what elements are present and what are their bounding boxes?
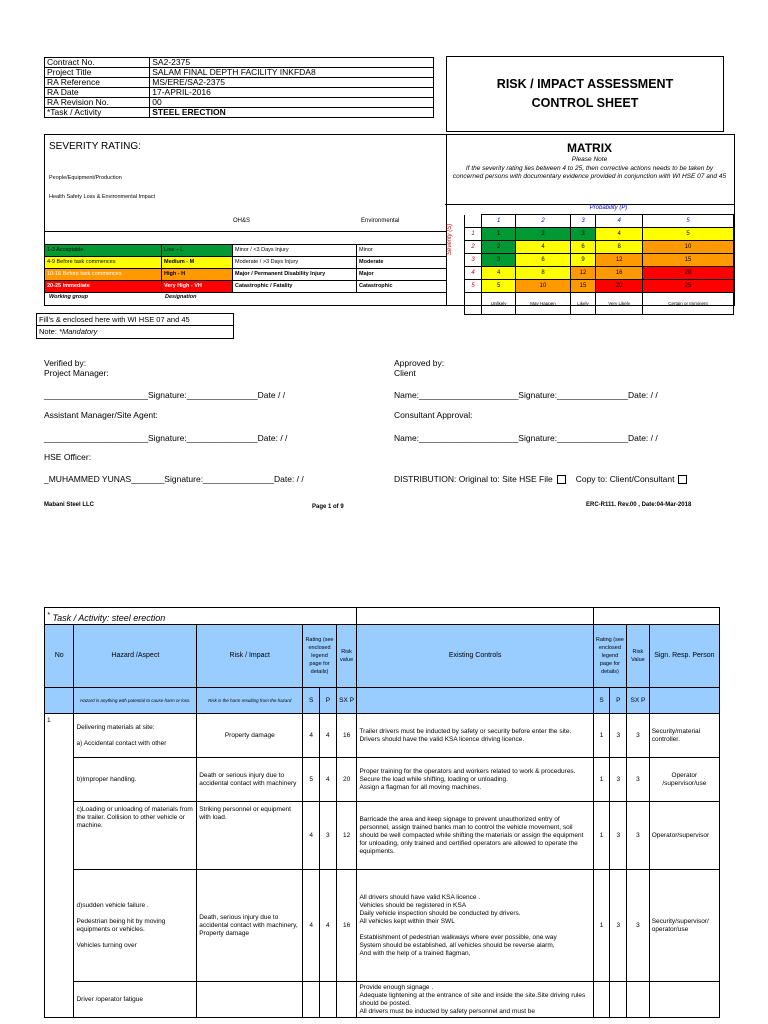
row-risk: Death or serious injury due to accidental contact with machinery (197, 758, 303, 802)
matrix-cell: 4 (596, 228, 643, 241)
row-risk: Death, serious injury due to accidental contact with machinery, Property damage (197, 870, 303, 982)
company-name: Mabani Steel LLC (44, 502, 95, 508)
matrix-cell: 9 (570, 254, 596, 267)
col-sxp2: SX P (627, 688, 650, 714)
row-risk (197, 982, 303, 1018)
info-label: RA Reference (45, 78, 150, 88)
consultant-approval-label: Consultant Approval: (394, 410, 473, 420)
matrix-cell: 6 (516, 254, 570, 267)
col-risk-value-after: Risk Value (627, 625, 650, 688)
severity-range: 20-25 Immediate (45, 281, 162, 292)
likelihood-label: Likely (570, 293, 596, 315)
info-row (45, 68, 434, 78)
matrix-cell: 2 (516, 228, 570, 241)
matrix-cell: 6 (570, 241, 596, 254)
subheader-blank (649, 688, 719, 714)
severity-ohs: Minor / <3 Days Injury (233, 245, 357, 256)
page-number: Page 1 of 9 (312, 504, 344, 510)
severity-level: Medium - M (162, 257, 233, 268)
info-value: SALAM FINAL DEPTH FACILITY INKFDA8 (150, 68, 434, 78)
approved-by-label: Approved by: (394, 358, 445, 368)
matrix-cell: 15 (570, 280, 596, 293)
col-risk: Risk / Impact (197, 625, 303, 688)
table-row (45, 758, 720, 802)
matrix-title: MATRIX (566, 141, 613, 155)
row-sxp (336, 982, 357, 1018)
row-risk: Property damage (197, 714, 303, 758)
prob-col: 1 (482, 215, 516, 228)
people-label: People/Equipment/Production (49, 175, 122, 181)
table-row (45, 982, 720, 1018)
sev-row-label: 5 (465, 280, 482, 293)
prob-col: 5 (643, 215, 734, 228)
col-s2: S (593, 688, 610, 714)
severity-axis-label: Severity (S) (447, 223, 453, 255)
info-value: 17-APRIL-2016 (150, 88, 434, 98)
row-s2 (593, 982, 610, 1018)
severity-range: 10-16 Before task commences (45, 269, 162, 280)
col-sxp: SX P (336, 688, 357, 714)
matrix-cell: 5 (643, 228, 734, 241)
row-sxp2: 3 (627, 758, 650, 802)
notes-box (36, 313, 234, 339)
row-person (649, 982, 719, 1018)
prob-col: 4 (596, 215, 643, 228)
header-row (45, 625, 720, 688)
row-controls: Trailer drivers must be inducted by safety or security before enter the site. Drivers should have the valid KSA licence driving licence. (357, 714, 593, 758)
row-sxp2: 3 (627, 802, 650, 870)
row-hazard: Delivering materials at site: a) Accidental contact with other (74, 714, 197, 758)
matrix-row (465, 254, 734, 267)
row-no: 1 (45, 714, 74, 1018)
info-row (45, 108, 434, 118)
matrix-cell: 4 (516, 241, 570, 254)
site-hse-file-checkbox[interactable] (557, 475, 566, 484)
row-s: 4 (303, 870, 320, 982)
info-label: Contract No. (45, 58, 150, 68)
row-s2: 1 (593, 870, 610, 982)
subheader-blank (357, 688, 593, 714)
info-row (45, 78, 434, 88)
risk-definition: Risk is the harm resulting from the hazard (197, 688, 303, 714)
please-note: Please Note (571, 156, 608, 163)
row-s (303, 982, 320, 1018)
info-row (45, 58, 434, 68)
working-group-label: Working group (49, 294, 89, 300)
client-label: Client (394, 368, 416, 378)
row-p: 4 (320, 870, 337, 982)
row-person: Operator /supervisor/use (649, 758, 719, 802)
likelihood-label: May Happen (516, 293, 570, 315)
table-row (45, 870, 720, 982)
matrix-cell: 3 (482, 254, 516, 267)
info-label: RA Date (45, 88, 150, 98)
row-s2: 1 (593, 802, 610, 870)
assistant-manager-label: Assistant Manager/Site Agent: (44, 410, 158, 420)
col-s: S (303, 688, 320, 714)
info-label: RA Revision No. (45, 98, 150, 108)
matrix-cell: 15 (643, 254, 734, 267)
matrix-row (465, 241, 734, 254)
row-s2: 1 (593, 758, 610, 802)
hse-officer-label: HSE Officer: (44, 452, 92, 462)
row-p: 3 (320, 802, 337, 870)
severity-range: 4-9 Before task commences (45, 257, 162, 268)
col-existing-controls: Existing Controls (357, 625, 593, 688)
row-p: 4 (320, 714, 337, 758)
matrix-row (465, 228, 734, 241)
sev-row-label: 1 (465, 228, 482, 241)
matrix-cell: 20 (596, 280, 643, 293)
matrix-cell: 10 (516, 280, 570, 293)
pm-signature-line[interactable]: ______________________Signature:_______________Date / / (44, 390, 286, 400)
mandatory-star: * (47, 609, 50, 619)
prob-col: 2 (516, 215, 570, 228)
severity-level: High - H (162, 269, 233, 280)
row-hazard: b)Improper handling. (74, 758, 197, 802)
severity-row (45, 268, 446, 280)
row-sxp: 12 (336, 802, 357, 870)
row-controls: Provide enough signage . Adequate lightening at the entrance of site and inside the site.Site driving rules should be posted. All drivers must be inducted by safety personnel and must be (357, 982, 593, 1018)
table-row (45, 714, 720, 758)
row-s: 4 (303, 714, 320, 758)
matrix-grid (464, 214, 734, 315)
matrix-cell: 3 (570, 228, 596, 241)
row-sxp: 16 (336, 714, 357, 758)
matrix-cell: 1 (482, 228, 516, 241)
severity-range: 1-3 Acceptable (45, 245, 162, 256)
client-signature-line[interactable]: Name:_____________________Signature:_______________Date: / / (394, 390, 658, 400)
info-value: 00 (150, 98, 434, 108)
notes-line-1: Fill's & enclosed here with WI HSE 07 and 45 (37, 314, 233, 326)
info-value: SA2-2375 (150, 58, 434, 68)
row-risk: Striking personnel or equipment with load. (197, 802, 303, 870)
row-p2: 3 (610, 802, 627, 870)
sev-row-label: 2 (465, 241, 482, 254)
subheader-blank (45, 688, 74, 714)
matrix-row (465, 267, 734, 280)
matrix-cell: 20 (643, 267, 734, 280)
title-line-2: CONTROL SHEET (531, 96, 639, 110)
matrix-cell: 12 (570, 267, 596, 280)
row-hazard: d)sudden vehicle failure . Pedestrian being hit by moving equipments or vehicles. Vehicles turning over (74, 870, 197, 982)
designation-label: Designation (165, 294, 197, 300)
row-controls: Barricade the area and keep signage to prevent unauthorized entry of personnel, assign trained banks man to control the vehicle movement, soil should be well compacted while shifting the materials or assign the equipment for unloading, only trained and certified operators are allowed to operate the equipments. (357, 802, 593, 870)
severity-level: Low – L (162, 245, 233, 256)
client-consultant-checkbox[interactable] (678, 475, 687, 484)
document-title (446, 56, 724, 132)
hazard-table (44, 607, 720, 1018)
row-hazard: Driver /operator fatigue (74, 982, 197, 1018)
assistant-signature-line[interactable]: ______________________Signature:_______________Date: / / (44, 433, 288, 443)
title-line-1: RISK / IMPACT ASSESSMENT (496, 77, 674, 91)
row-sxp: 16 (336, 870, 357, 982)
row-p2 (610, 982, 627, 1018)
row-p2: 3 (610, 758, 627, 802)
row-s2: 1 (593, 714, 610, 758)
severity-env: Minor (359, 247, 373, 253)
severity-row (45, 244, 446, 256)
col-p: P (320, 688, 337, 714)
matrix-cell: 10 (643, 241, 734, 254)
row-p2: 3 (610, 870, 627, 982)
severity-row (45, 256, 446, 268)
row-person: Operator/supervisor (649, 802, 719, 870)
risk-matrix (445, 134, 735, 306)
matrix-header-row (465, 215, 734, 228)
likelihood-label: Unlikely (482, 293, 516, 315)
col-p2: P (610, 688, 627, 714)
col-rating-after: Rating (see enclosed legend page for details) (593, 625, 626, 688)
col-no: No (45, 625, 74, 688)
row-sxp2: 3 (627, 870, 650, 982)
matrix-note: If the severity rating lies between 4 to 25, then corrective actions needs to be taken by concerned persons with documentary evidence provided in conjunction with WI HSE 07 and 45 (452, 165, 727, 180)
severity-rating-panel (44, 134, 447, 306)
distribution-line (394, 474, 687, 484)
matrix-row (465, 280, 734, 293)
task-cell (45, 608, 357, 625)
row-p (320, 982, 337, 1018)
likelihood-label: Very Likely (596, 293, 643, 315)
row-sxp2: 3 (627, 714, 650, 758)
row-p2: 3 (610, 714, 627, 758)
severity-row (45, 280, 446, 293)
verified-by-label: Verified by: (44, 358, 87, 368)
likelihood-label: Certain or Imminent (643, 293, 734, 315)
hse-label: Health Safety Loss & Environmental Impact (49, 194, 156, 200)
note-mandatory: *Mandatory (59, 327, 98, 336)
col-hazard: Hazard /Aspect (74, 625, 197, 688)
col-ohs: OH&S (233, 218, 251, 224)
severity-heading: SEVERITY RATING: (49, 141, 141, 152)
row-controls: All drivers should have valid KSA licence . Vehicles should be registered in KSA Daily vehicle inspection should be conducted by drivers. All vehicles kept within their SWL Establishment of pedestrian walkways where ever possible, one way System should be established, all vehicles should be reverse alarm, And with the help of a trained flagman, (357, 870, 593, 982)
info-label: *Task / Activity (45, 108, 150, 118)
info-value: MS/ERE/SA2-2375 (150, 78, 434, 88)
severity-ohs: Major / Permanent Disability Injury (233, 269, 357, 280)
matrix-cell: 12 (596, 254, 643, 267)
consultant-signature-line[interactable]: Name:_____________________Signature:_______________Date: / / (394, 433, 658, 443)
matrix-cell: 8 (516, 267, 570, 280)
hse-signature-line[interactable]: _MUHAMMED YUNAS_______Signature:_______________Date: / / (44, 474, 304, 484)
matrix-cell: 25 (643, 280, 734, 293)
note-prefix: Note: (39, 327, 57, 336)
table-row (45, 802, 720, 870)
copy-to-label: Copy to: Client/Consultant (575, 474, 675, 484)
matrix-cell: 4 (482, 267, 516, 280)
project-manager-label: Project Manager: (44, 368, 109, 378)
col-responsible-person: Sign. Resp. Person (649, 625, 719, 688)
distribution-label: DISTRIBUTION: Original to: Site HSE File (394, 474, 553, 484)
info-value: STEEL ERECTION (150, 108, 434, 118)
hazard-definition: Hazard is anything with potential to cause harm or loss. (74, 688, 197, 714)
severity-env: Moderate (359, 259, 384, 265)
severity-ohs: Catastrophic / Fatality (233, 281, 357, 292)
task-blank-cell (357, 608, 593, 625)
document-code: ERC-R111. Rev.00 , Date:04-Mar-2018 (586, 502, 692, 508)
severity-env: Catastrophic (359, 283, 393, 289)
row-controls: Proper training for the operators and workers related to work & procedures. Secure the load while shifting, loading or unloading. Assign a flagman for all moving machines. (357, 758, 593, 802)
task-row (45, 608, 720, 625)
probability-label: Probability (P) (589, 205, 628, 211)
row-sxp: 20 (336, 758, 357, 802)
row-sxp2 (627, 982, 650, 1018)
sev-row-label: 4 (465, 267, 482, 280)
matrix-cell: 8 (596, 241, 643, 254)
severity-env: Major (359, 271, 374, 277)
matrix-cell: 2 (482, 241, 516, 254)
subheader-row (45, 688, 720, 714)
sev-row-label: 3 (465, 254, 482, 267)
row-s: 5 (303, 758, 320, 802)
likelihood-row (465, 293, 734, 315)
row-hazard: c)Loading or unloading of materials from the trailer. Collision to other vehicle or machine. (74, 802, 197, 870)
col-risk-value: Risk value (336, 625, 357, 688)
row-s: 4 (303, 802, 320, 870)
info-row (45, 88, 434, 98)
severity-ohs: Moderate / >3 Days Injury (233, 257, 357, 268)
prob-col: 3 (570, 215, 596, 228)
row-person: Security/supervisor/ operator/use (649, 870, 719, 982)
severity-level: Very High - VH (162, 281, 233, 292)
task-blank-cell (593, 608, 719, 625)
matrix-cell: 16 (596, 267, 643, 280)
project-info-table (44, 57, 434, 118)
task-label: Task / Activity: steel erection (52, 612, 166, 623)
matrix-cell: 5 (482, 280, 516, 293)
info-row (45, 98, 434, 108)
info-label: Project Title (45, 68, 150, 78)
col-environmental: Environmental (361, 218, 400, 224)
col-rating: Rating (see enclosed legend page for details) (303, 625, 336, 688)
row-p: 4 (320, 758, 337, 802)
row-person: Security/material controller. (649, 714, 719, 758)
